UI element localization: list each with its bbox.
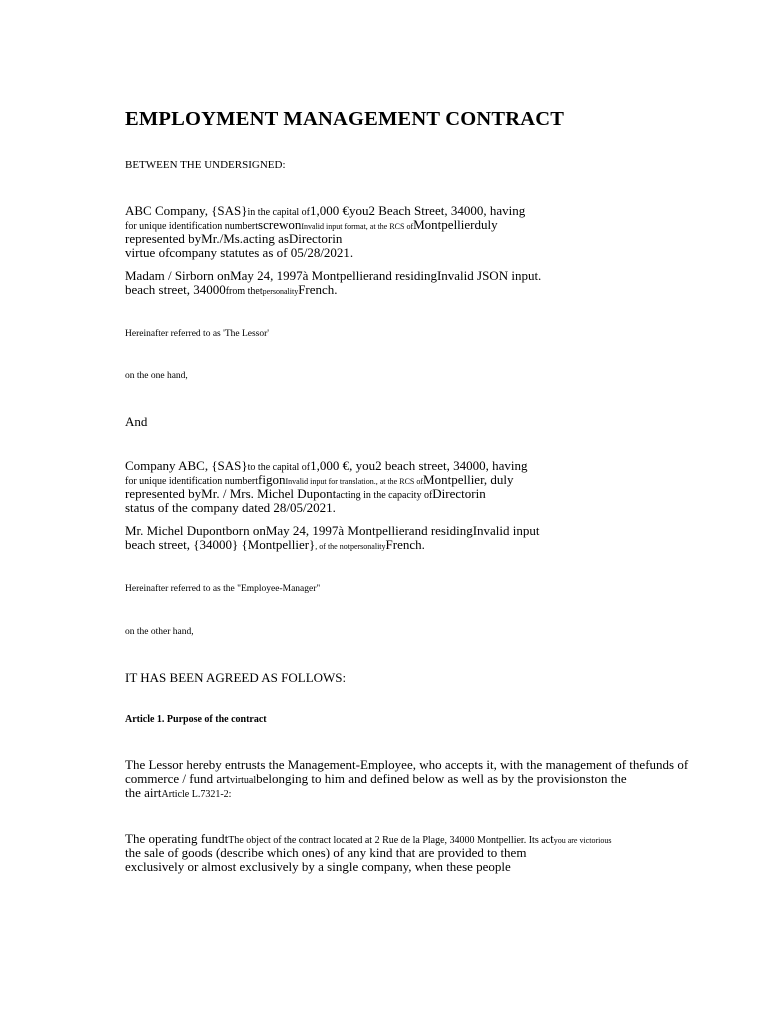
party1-block	[125, 204, 525, 260]
party2-identity	[125, 524, 540, 552]
party1-line3: represented byMr./Ms.acting asDirectorin	[125, 231, 343, 246]
article1-heading: Article 1. Purpose of the contract	[125, 714, 267, 725]
party1-line1: ABC Company, {SAS}in the capital of1,000 €you2 Beach Street, 34000, having	[125, 203, 526, 218]
party1-person-line1: Madam / Sirborn onMay 24, 1997à Montpellierand residingInvalid JSON input.	[125, 268, 542, 283]
operating-line3: exclusively or almost exclusively by a single company, when these people	[125, 859, 511, 874]
and-text: And	[125, 414, 148, 429]
party2-line4: status of the company dated 28/05/2021.	[125, 500, 336, 515]
agreed-heading: IT HAS BEEN AGREED AS FOLLOWS:	[125, 670, 347, 685]
operating-paragraph	[125, 832, 611, 874]
lessor-reference: Hereinafter referred to as 'The Lessor'	[125, 329, 269, 339]
party2-line3: represented byMr. / Mrs. Michel Dupontacting in the capacity ofDirectorin	[125, 486, 486, 501]
contract-title: EMPLOYMENT MANAGEMENT CONTRACT	[125, 108, 565, 130]
one-hand-text: on the one hand,	[125, 371, 188, 381]
article1-line3: the airtArticle L.7321-2:	[125, 785, 232, 800]
article1-paragraph	[125, 758, 688, 800]
party2-line2: for unique identification numbertfigonInvalid input for translation., at the RCS ofMontpellier, duly	[125, 472, 514, 487]
operating-line1: The operating fundtThe object of the contract located at 2 Rue de la Plage, 34000 Montpellier. Its actyou are victorious	[125, 831, 612, 846]
party1-identity	[125, 269, 541, 297]
other-hand-text: on the other hand,	[125, 627, 194, 637]
employee-reference: Hereinafter referred to as the "Employee-Manager"	[125, 584, 321, 594]
operating-line2: the sale of goods (describe which ones) of any kind that are provided to them	[125, 845, 527, 860]
article1-line2: commerce / fund artvirtualbelonging to him and defined below as well as by the provisionston the	[125, 771, 627, 786]
party2-person-line2: beach street, {34000} {Montpellier}, of the notpersonalityFrench.	[125, 537, 425, 552]
article1-line1: The Lessor hereby entrusts the Management-Employee, who accepts it, with the management of thefunds of	[125, 757, 689, 772]
between-heading: BETWEEN THE UNDERSIGNED:	[125, 159, 286, 171]
party1-person-line2: beach street, 34000from thetpersonalityFrench.	[125, 282, 338, 297]
party1-line2: for unique identification numbertscrewonInvalid input format, at the RCS ofMontpellierduly	[125, 217, 498, 232]
party1-line4: virtue ofcompany statutes as of 05/28/2021.	[125, 245, 354, 260]
party2-block	[125, 459, 527, 515]
party2-line1: Company ABC, {SAS}to the capital of1,000 €, you2 beach street, 34000, having	[125, 458, 528, 473]
party2-person-line1: Mr. Michel Dupontborn onMay 24, 1997à Montpellierand residingInvalid input	[125, 523, 540, 538]
